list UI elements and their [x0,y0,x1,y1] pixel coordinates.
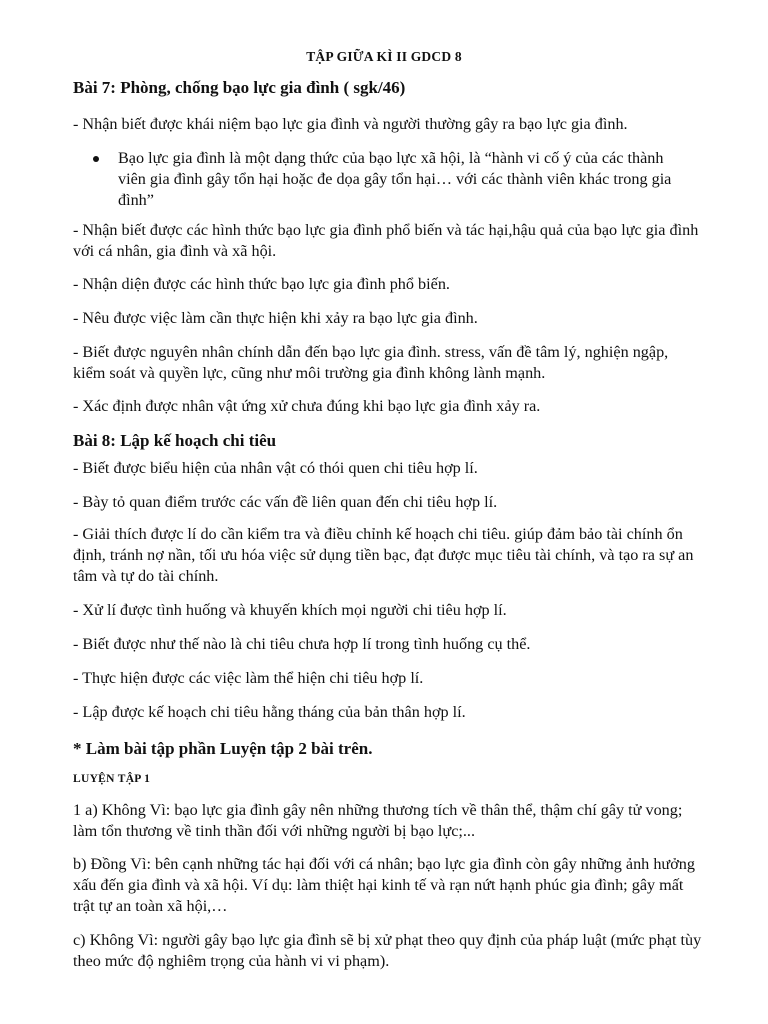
lesson7-paragraph-4: - Nêu được việc làm cần thực hiện khi xảy ra bạo lực gia đình. [73,309,478,327]
exercise-answer-c: c) Không Vì: người gây bạo lực gia đình sẽ bị xử phạt theo quy định của pháp luật (mức phạt tùy theo mức độ nghiêm trọng của hành vi vi phạm). [73,931,702,970]
exercise-heading: * Làm bài tập phần Luyện tập 2 bài trên. [73,739,373,758]
lesson8-paragraph-1: - Biết được biểu hiện của nhân vật có thói quen chi tiêu hợp lí. [73,459,478,477]
lesson7-paragraph-1: - Nhận biết được khái niệm bạo lực gia đình và người thường gây ra bạo lực gia đình. [73,115,628,133]
lesson7-heading: Bài 7: Phòng, chống bạo lực gia đình ( sgk/46) [73,78,406,97]
exercise-answer-b: b) Đồng Vì: bên cạnh những tác hại đối với cá nhân; bạo lực gia đình còn gây những ảnh hưởng xấu đến gia đình và xã hội. Ví dụ: làm thiệt hại kinh tế và rạn nứt hạnh phúc gia đình; gây mất trật tự an toàn xã hội,… [73,855,695,915]
lesson7-paragraph-2: - Nhận biết được các hình thức bạo lực gia đình phổ biến và tác hại,hậu quả của bạo lực gia đình với cá nhân, gia đình và xã hội. [73,221,699,260]
lesson8-paragraph-7: - Lập được kế hoạch chi tiêu hằng tháng của bản thân hợp lí. [73,703,466,721]
lesson8-paragraph-6: - Thực hiện được các việc làm thể hiện chi tiêu hợp lí. [73,669,424,687]
exercise-answer-a: 1 a) Không Vì: bạo lực gia đình gây nên những thương tích về thân thể, thậm chí gây tử vong; làm tổn thương về tinh thần đối với những người bị bạo lực;... [73,801,683,840]
lesson7-paragraph-6: - Xác định được nhân vật ứng xử chưa đúng khi bạo lực gia đình xảy ra. [73,397,541,415]
lesson7-bullet-text: Bạo lực gia đình là một dạng thức của bạo lực xã hội, là “hành vi cố ý của các thành viên gia đình gây tổn hại hoặc đe dọa gây tổn hại… với các thành viên khác trong gia đình” [118,149,672,209]
document-title: TẬP GIỮA KÌ II GDCD 8 [306,49,462,64]
lesson8-paragraph-5: - Biết được như thế nào là chi tiêu chưa hợp lí trong tình huống cụ thể. [73,635,531,653]
bullet-dot-icon [93,156,99,162]
lesson8-paragraph-4: - Xử lí được tình huống và khuyến khích mọi người chi tiêu hợp lí. [73,601,507,619]
lesson8-paragraph-2: - Bày tỏ quan điểm trước các vấn đề liên quan đến chi tiêu hợp lí. [73,493,498,511]
lesson8-paragraph-3: - Giải thích được lí do cần kiểm tra và điều chỉnh kế hoạch chi tiêu. giúp đảm bảo tài chính ổn định, tránh nợ nần, tối ưu hóa việc sử dụng tiền bạc, đạt được mục tiêu tài chính, và tạo ra sự an tâm và tự do tài chính. [73,525,694,585]
lesson8-heading: Bài 8: Lập kế hoạch chi tiêu [73,431,277,450]
lesson7-paragraph-5: - Biết được nguyên nhân chính dẫn đến bạo lực gia đình. stress, vấn đề tâm lý, nghiện ngập, kiểm soát và quyền lực, cũng như môi trường gia đình không lành mạnh. [73,343,669,382]
lesson7-paragraph-3: - Nhận diện được các hình thức bạo lực gia đình phổ biến. [73,275,450,293]
exercise-subheading: LUYỆN TẬP 1 [73,773,151,785]
